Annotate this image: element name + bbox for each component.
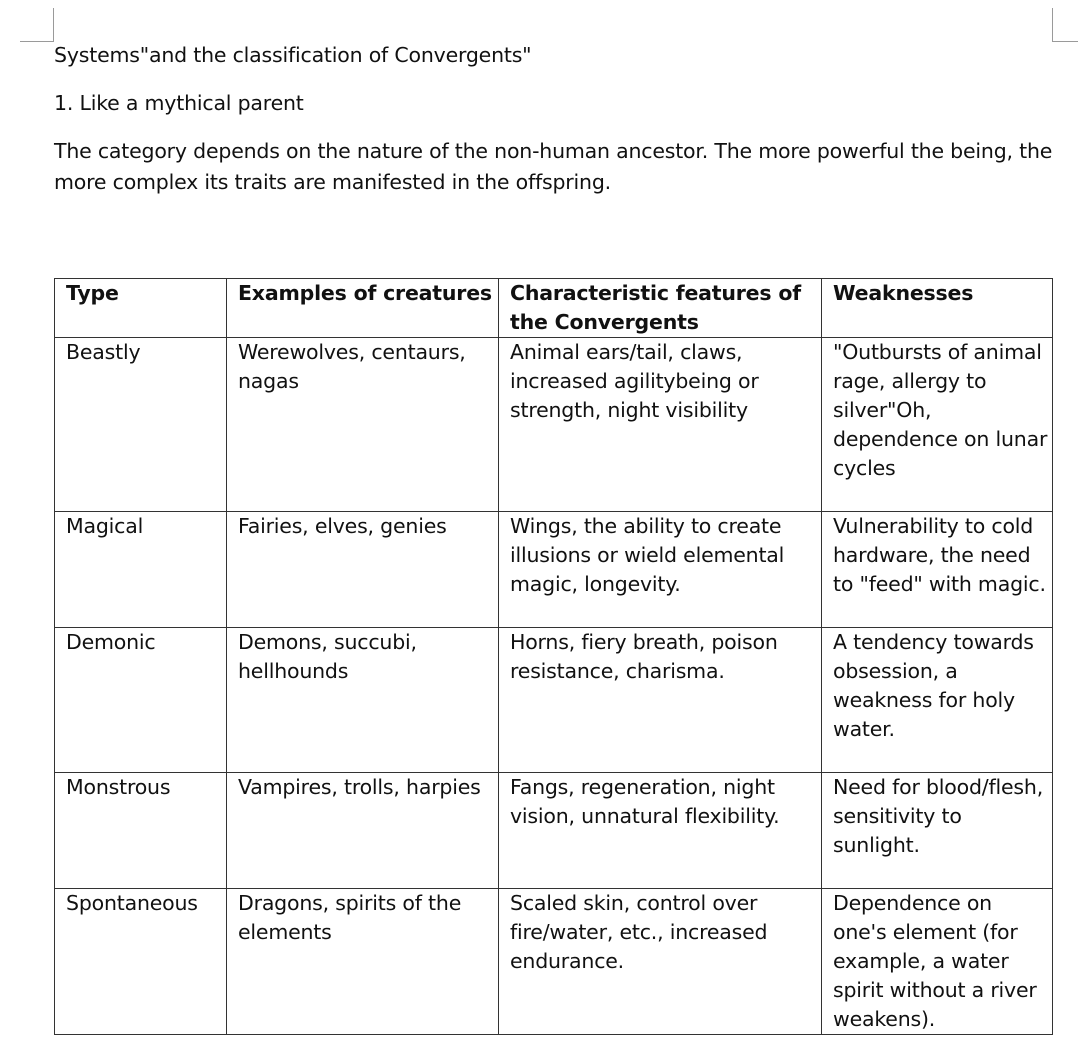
table-row (55, 338, 1053, 512)
document-heading[interactable]: Systems"and the classification of Convergents" (54, 43, 532, 67)
cell-examples[interactable]: Fairies, elves, genies (227, 512, 499, 628)
classification-table (54, 278, 1053, 1035)
cell-examples[interactable]: Demons, succubi, hellhounds (227, 628, 499, 773)
section-heading[interactable]: 1. Like a mythical parent (54, 91, 304, 115)
cell-features[interactable]: Horns, fiery breath, poison resistance, charisma. (499, 628, 822, 773)
cell-type[interactable]: Beastly (55, 338, 227, 512)
cell-type[interactable]: Demonic (55, 628, 227, 773)
page-corner-mark-top-left (20, 8, 54, 42)
table-row (55, 512, 1053, 628)
cell-features[interactable]: Animal ears/tail, claws, increased agilitybeing or strength, night visibility (499, 338, 822, 512)
header-type[interactable]: Type (55, 279, 227, 338)
cell-features[interactable]: Scaled skin, control over fire/water, etc., increased endurance. (499, 889, 822, 1035)
table-header-row (55, 279, 1053, 338)
table-row (55, 773, 1053, 889)
cell-examples[interactable]: Werewolves, centaurs, nagas (227, 338, 499, 512)
table-row (55, 628, 1053, 773)
header-examples[interactable]: Examples of creatures (227, 279, 499, 338)
cell-features[interactable]: Wings, the ability to create illusions or wield elemental magic, longevity. (499, 512, 822, 628)
cell-type[interactable]: Magical (55, 512, 227, 628)
cell-features[interactable]: Fangs, regeneration, night vision, unnatural flexibility. (499, 773, 822, 889)
cell-weaknesses[interactable]: "Outbursts of animal rage, allergy to silver"Oh, dependence on lunar cycles (822, 338, 1053, 512)
cell-examples[interactable]: Dragons, spirits of the elements (227, 889, 499, 1035)
cell-type[interactable]: Monstrous (55, 773, 227, 889)
cell-weaknesses[interactable]: A tendency towards obsession, a weakness for holy water. (822, 628, 1053, 773)
header-weaknesses[interactable]: Weaknesses (822, 279, 1053, 338)
cell-weaknesses[interactable]: Vulnerability to cold hardware, the need to "feed" with magic. (822, 512, 1053, 628)
cell-type[interactable]: Spontaneous (55, 889, 227, 1035)
page-corner-mark-top-right (1052, 8, 1078, 42)
cell-examples[interactable]: Vampires, trolls, harpies (227, 773, 499, 889)
cell-weaknesses[interactable]: Dependence on one's element (for example, a water spirit without a river weakens). (822, 889, 1053, 1035)
header-features[interactable]: Characteristic features of the Convergents (499, 279, 822, 338)
intro-paragraph[interactable]: The category depends on the nature of the non-human ancestor. The more powerful the being, the more complex its traits are manifested in the offspring. (54, 139, 1053, 194)
cell-weaknesses[interactable]: Need for blood/flesh, sensitivity to sunlight. (822, 773, 1053, 889)
table-row (55, 889, 1053, 1035)
